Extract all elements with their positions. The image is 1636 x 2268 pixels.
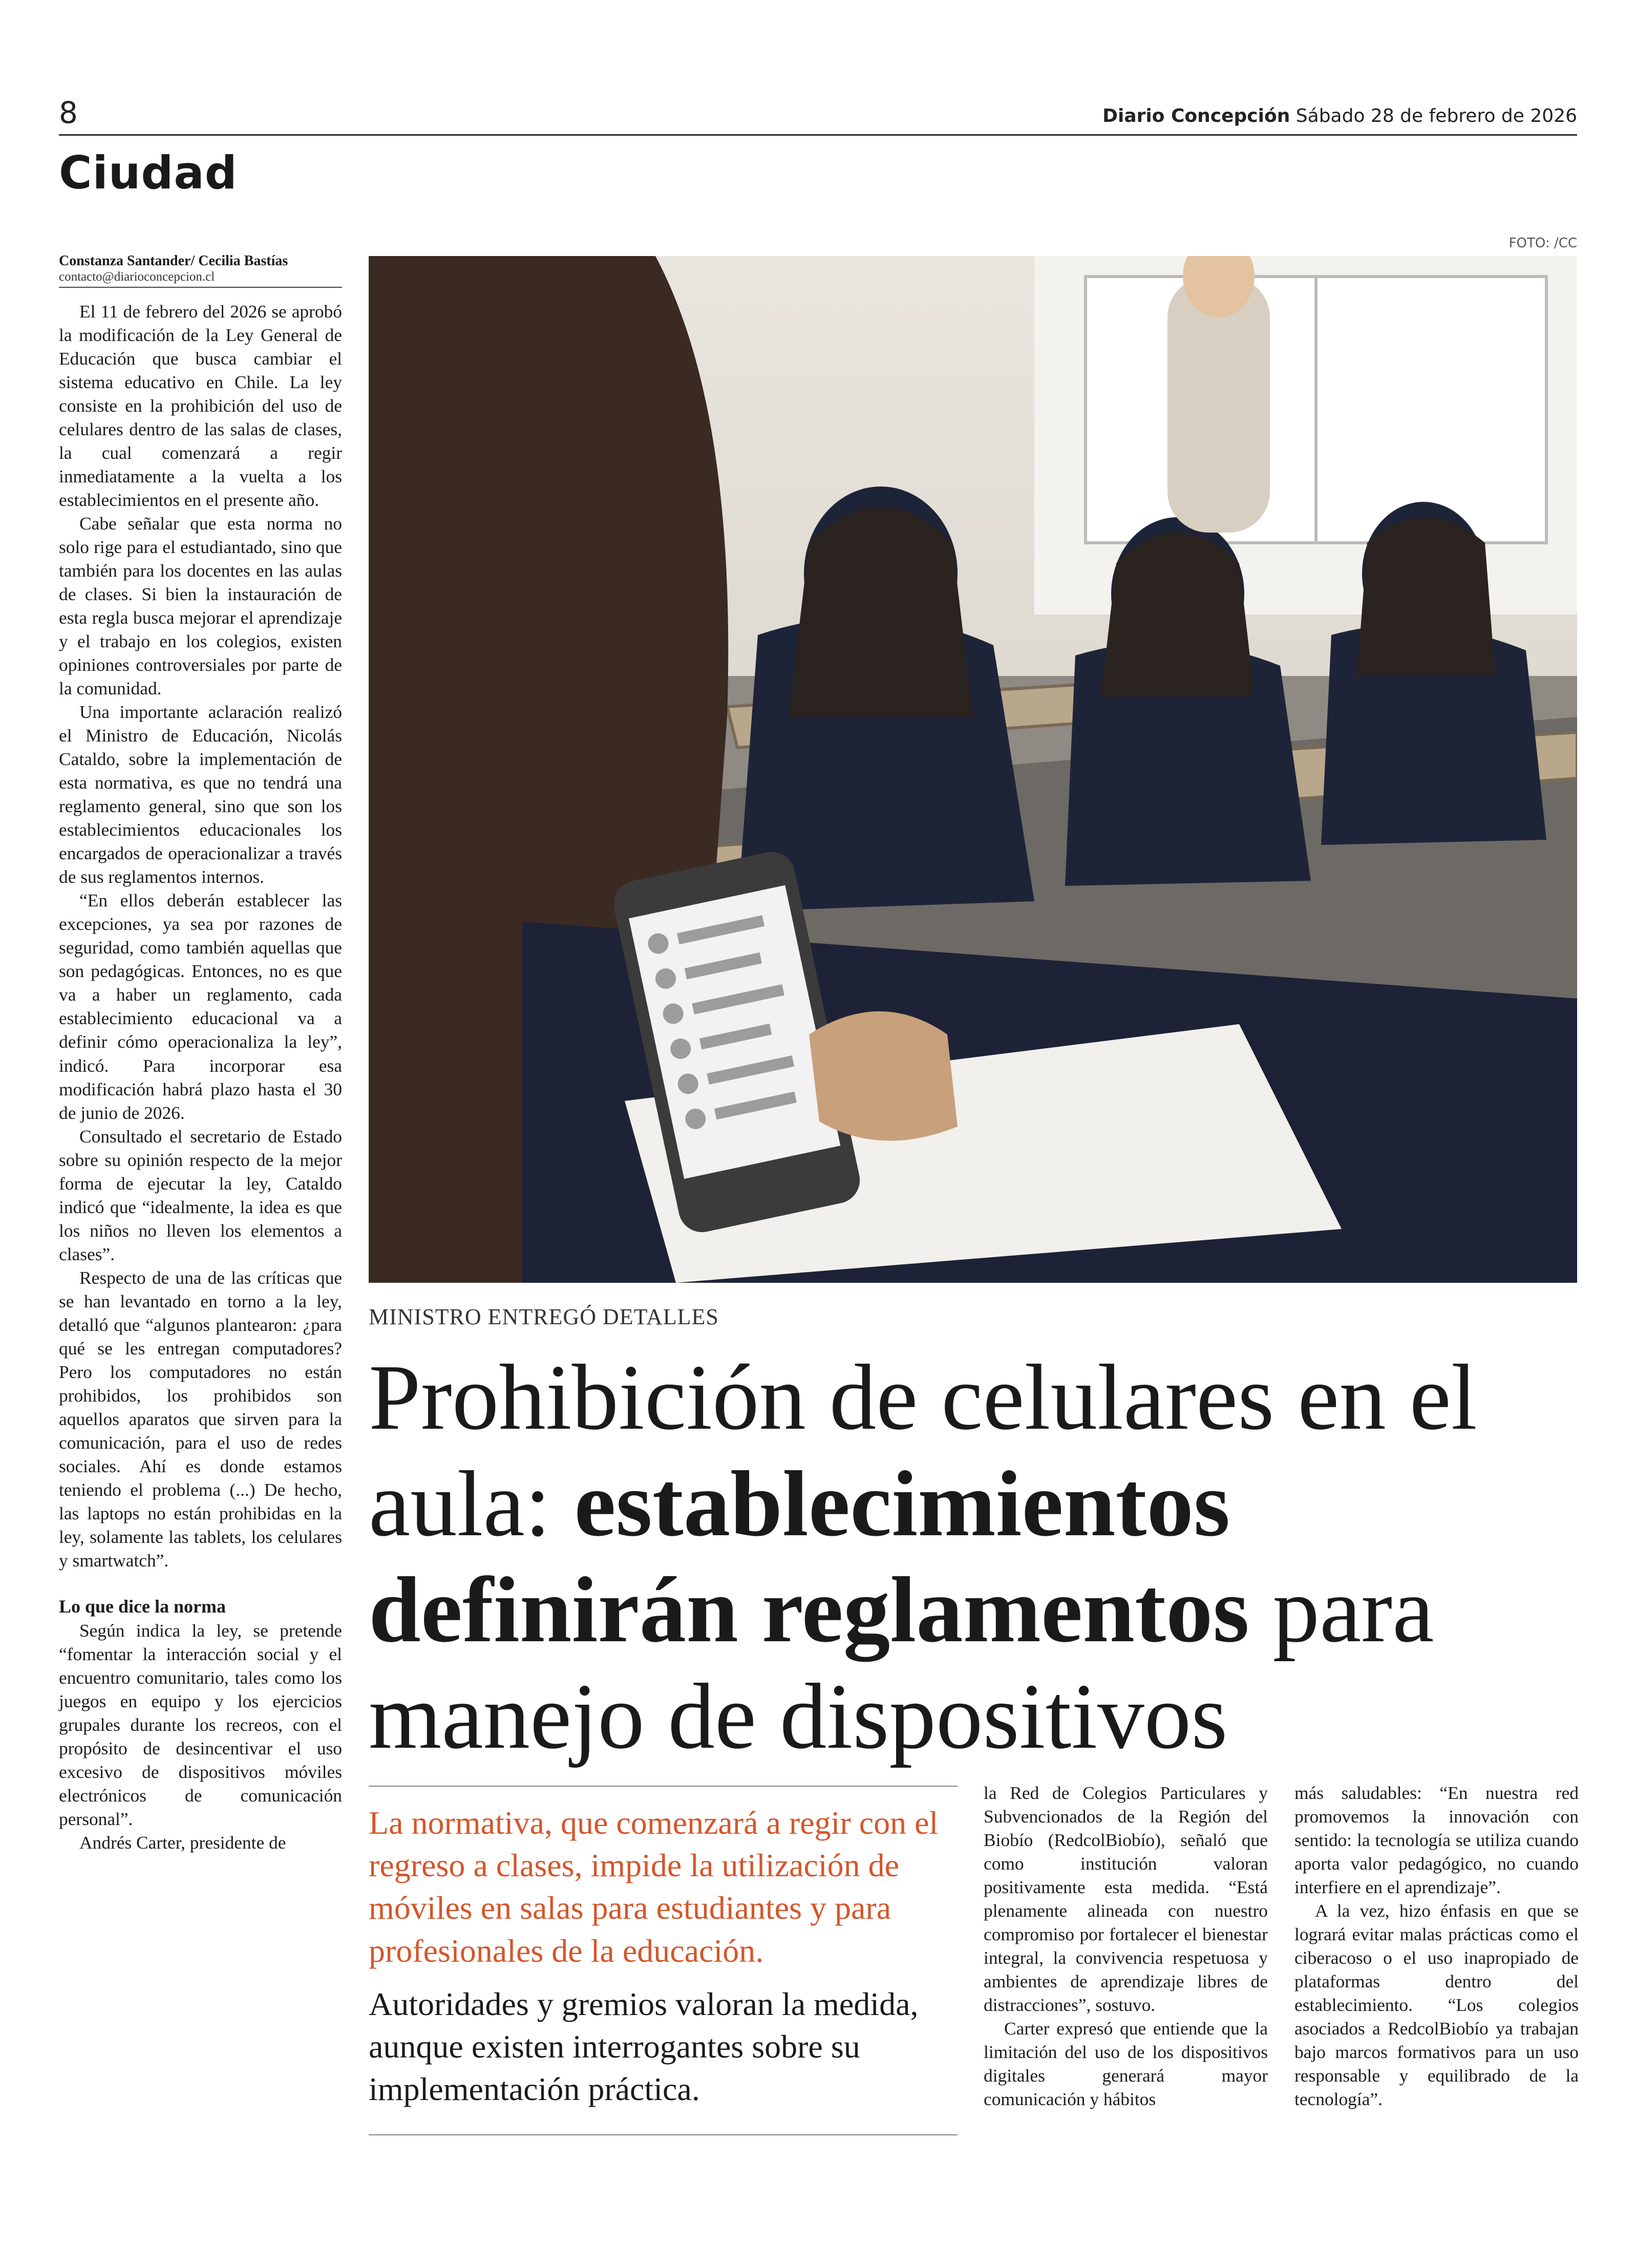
paragraph: Carter expresó que entiende que la limitación del uso de los dispositivos digitales generará mayor comunicación y hábitos [984, 2018, 1268, 2110]
masthead [1102, 105, 1577, 126]
article-column-3 [984, 1781, 1268, 2111]
paragraph: la Red de Colegios Particulares y Subvencionados de la Región del Biobío (RedcolBiobío), señaló que como institución valoran positivamente esta medida. “Está plenamente alineada con nuestro compromiso por fortalecer el bienestar integral, la convivencia respetuosa y ambientes de aprendizaje libres de distracciones”, sostuvo. [984, 1783, 1268, 2016]
lead-summary: La normativa, que comenzará a regir con el regreso a clases, impide la utilización de móviles en salas para estudiantes y para profesionales de la educación. [369, 1805, 939, 1969]
headline-part-2: para manejo de dispositivos [369, 1558, 1434, 1769]
classroom-photo [369, 256, 1577, 1283]
paragraph: Según indica la ley, se pretende “fomentar la interacción social y el encuentro comunitario, tales como los juegos en equipo y los ejercicios grupales durante los recreos, con el propósito de desincentivar el uso excesivo de dispositivos móviles electrónicos de comunicación personal”. [59, 1620, 342, 1829]
byline-rule [59, 287, 342, 288]
headline-part-1: Prohibición de celulares en el aula: [369, 1345, 1477, 1556]
lead-subsummary: Autoridades y gremios valoran la medida, aunque existen interrogantes sobre su implementación práctica. [369, 1986, 919, 2108]
headline-bold: establecimientos definirán reglamentos [369, 1451, 1249, 1662]
header-rule [59, 134, 1577, 136]
article-column-1 [59, 300, 342, 1854]
lead-rule-bottom [369, 2134, 958, 2135]
paragraph: Cabe señalar que esta norma no solo rige para el estudiantado, sino que también para los docentes en las aulas de clases. Si bien la instauración de esta regla busca mejorar el aprendizaje y el trabajo en los colegios, existen opiniones controversiales por parte de la comunidad. [59, 513, 342, 699]
paragraph: más saludables: “En nuestra red promovemos la innovación con sentido: la tecnología se utiliza cuando aporta valor pedagógico, no cuando interfiere en el aprendizaje”. [1294, 1783, 1579, 1898]
paragraph: El 11 de febrero del 2026 se aprobó la modificación de la Ley General de Educación que busca cambiar el sistema educativo en Chile. La ley consiste en la prohibición del uso de celulares dentro de las salas de clases, la cual comenzará a regir inmediatamente a la vuelta a los establecimientos en el presente año. [59, 301, 342, 511]
byline-email: contacto@diarioconcepcion.cl [59, 270, 215, 284]
byline-authors: Constanza Santander/ Cecilia Bastías [59, 253, 288, 269]
kicker: MINISTRO ENTREGÓ DETALLES [369, 1304, 719, 1329]
paper-name: Diario Concepción [1102, 105, 1290, 126]
lead-rule-top [369, 1786, 958, 1787]
article-column-4 [1294, 1781, 1579, 2111]
headline [369, 1344, 1546, 1770]
classroom-photo-illustration [369, 256, 1577, 1283]
subheading: Lo que dice la norma [59, 1596, 226, 1617]
photo-credit: FOTO: /CC [1508, 236, 1577, 251]
issue-date: Sábado 28 de febrero de 2026 [1295, 105, 1577, 126]
paragraph: A la vez, hizo énfasis en que se logrará evitar malas prácticas como el ciberacoso o el uso inapropiado de plataformas dentro del establecimiento. “Los colegios asociados a RedcolBiobío ya trabajan bajo marcos formativos para un uso responsable y equilibrado de la tecnología”. [1294, 1900, 1579, 2110]
paragraph: Andrés Carter, presidente de [79, 1832, 286, 1853]
paragraph: Una importante aclaración realizó el Ministro de Educación, Nicolás Cataldo, sobre la implementación de esta normativa, es que no tendrá una reglamento general, sino que son los establecimientos educacionales los encargados de operacionalizar a través de sus reglamentos internos. [59, 702, 342, 887]
page-number: 8 [59, 95, 78, 130]
paragraph: “En ellos deberán establecer las excepciones, ya sea por razones de seguridad, como también aquellas que son pedagógicas. Entonces, no es que va a haber un reglamento, cada establecimiento educacional va a definir cómo operacionaliza la ley”, indicó. Para incorporar esa modificación habrá plazo hasta el 30 de junio de 2026. [59, 890, 342, 1123]
paragraph: Respecto de una de las críticas que se han levantado en torno a la ley, detalló que “algunos plantearon: ¿para qué se les entregan computadores? Pero los computadores no están prohibidos, los prohibidos son aquellos aparatos que sirven para la comunicación, para el uso de redes sociales. Ahí es donde estamos teniendo el problema (...) De hecho, las laptops no están prohibidas en la ley, solamente las tablets, los celulares y smartwatch”. [59, 1267, 342, 1571]
section-title: Ciudad [59, 146, 238, 199]
paragraph: Consultado el secretario de Estado sobre su opinión respecto de la mejor forma de ejecutar la ley, Cataldo indicó que “idealmente, la idea es que los niños no lleven los elementos a clases”. [59, 1126, 342, 1264]
